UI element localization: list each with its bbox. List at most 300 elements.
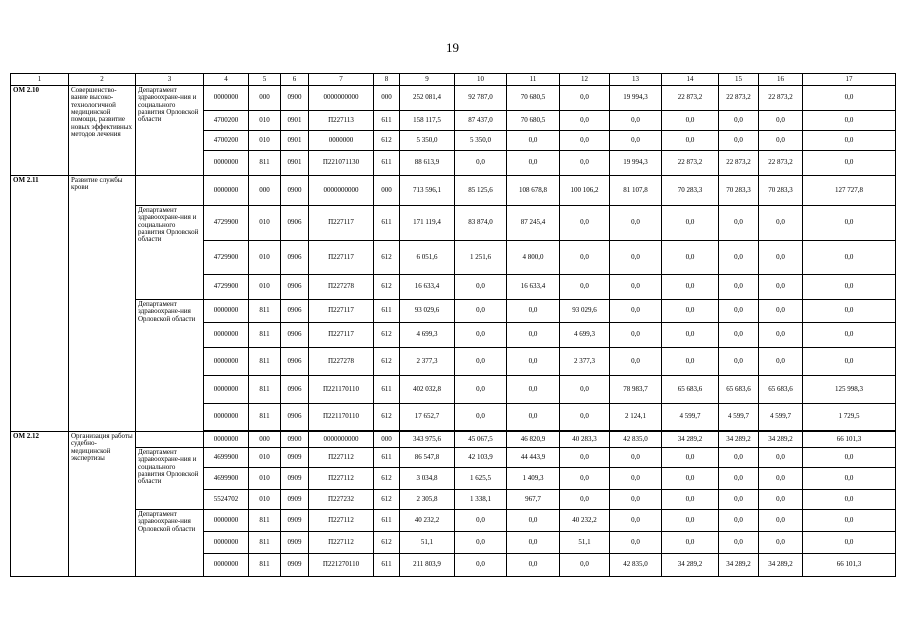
table-cell: 87 437,0 — [455, 111, 507, 131]
table-cell: 34 289,2 — [719, 432, 759, 448]
table-cell: 65 683,6 — [759, 376, 803, 404]
table-cell: П221270110 — [309, 554, 374, 577]
table-cell: 17 652,7 — [400, 404, 455, 431]
table-cell: 0,0 — [662, 131, 719, 151]
table-cell: П221170110 — [309, 376, 374, 404]
table-cell: 010 — [249, 468, 281, 490]
table-cell: 811 — [249, 404, 281, 431]
table-cell: 0,0 — [759, 323, 803, 348]
table-cell: 0,0 — [610, 510, 662, 532]
table-cell: 2 377,3 — [560, 348, 610, 376]
table-cell: 0,0 — [610, 532, 662, 554]
table-cell: 0,0 — [560, 275, 610, 300]
table-cell: П227112 — [309, 510, 374, 532]
table-cell: П227117 — [309, 300, 374, 323]
table-cell: 612 — [374, 532, 400, 554]
table-cell: 0906 — [281, 323, 309, 348]
table-cell: 612 — [374, 131, 400, 151]
table-cell: 0,0 — [662, 490, 719, 510]
table-cell: 42 835,0 — [610, 432, 662, 448]
table-cell: 0,0 — [803, 206, 896, 241]
column-header: 15 — [719, 74, 759, 86]
table-cell: 22 873,2 — [759, 151, 803, 176]
table-cell: 0,0 — [507, 348, 560, 376]
table-cell: 1 251,6 — [455, 241, 507, 275]
table-cell: 0000000 — [204, 86, 249, 111]
table-cell: 0,0 — [803, 131, 896, 151]
table-cell: 6 051,6 — [400, 241, 455, 275]
table-cell: 0,0 — [803, 300, 896, 323]
table-cell: 611 — [374, 300, 400, 323]
table-cell: 19 994,3 — [610, 86, 662, 111]
table-cell: 51,1 — [560, 532, 610, 554]
table-cell: 0906 — [281, 404, 309, 431]
table-cell: 0000000000 — [309, 432, 374, 448]
table-cell: 0000000 — [204, 510, 249, 532]
table-cell — [136, 176, 204, 206]
column-header: 2 — [69, 74, 136, 86]
table-cell: 611 — [374, 206, 400, 241]
table-cell: 0,0 — [560, 206, 610, 241]
table-cell: 34 289,2 — [662, 554, 719, 577]
table-cell: 0,0 — [455, 510, 507, 532]
table-cell: 0,0 — [719, 510, 759, 532]
table-cell: 22 873,2 — [759, 86, 803, 111]
text-cell: Департамент здравоохране-ния Орловской области — [136, 300, 204, 432]
table-cell: 0000000 — [204, 300, 249, 323]
table-cell: 811 — [249, 532, 281, 554]
table-cell: 0,0 — [560, 241, 610, 275]
column-header: 3 — [136, 74, 204, 86]
table-cell: 611 — [374, 510, 400, 532]
table-cell: 87 245,4 — [507, 206, 560, 241]
table-cell: 0000000 — [204, 348, 249, 376]
table-cell: 100 106,2 — [560, 176, 610, 206]
table-cell: 0,0 — [803, 86, 896, 111]
measure-code: ОМ 2.10 — [11, 86, 69, 176]
table-cell: 108 678,8 — [507, 176, 560, 206]
table-cell: П227117 — [309, 241, 374, 275]
table-cell: П227113 — [309, 111, 374, 131]
table-cell: 4729900 — [204, 275, 249, 300]
table-row — [11, 432, 896, 448]
table-cell: 93 029,6 — [400, 300, 455, 323]
table-cell: 0,0 — [759, 206, 803, 241]
table-cell: 0,0 — [455, 275, 507, 300]
table-cell: 0,0 — [759, 348, 803, 376]
table-cell: 0,0 — [610, 275, 662, 300]
table-cell: 000 — [374, 176, 400, 206]
table-cell: 0000000 — [309, 131, 374, 151]
table-cell: 0,0 — [455, 554, 507, 577]
table-cell: 0,0 — [719, 275, 759, 300]
table-cell: 811 — [249, 376, 281, 404]
table-cell: 010 — [249, 131, 281, 151]
table-cell: 45 067,5 — [455, 432, 507, 448]
table-cell: 0000000 — [204, 532, 249, 554]
table-cell: 0,0 — [455, 376, 507, 404]
table-cell: П221170110 — [309, 404, 374, 431]
table-cell: 0,0 — [455, 404, 507, 431]
table-cell: 0,0 — [610, 206, 662, 241]
table-cell: 0900 — [281, 432, 309, 448]
table-cell: 0,0 — [803, 348, 896, 376]
table-cell: 0,0 — [507, 510, 560, 532]
table-cell: 19 994,3 — [610, 151, 662, 176]
table-cell: 0,0 — [455, 532, 507, 554]
table-cell: 0,0 — [610, 300, 662, 323]
table-cell: 0,0 — [560, 86, 610, 111]
table-cell: 4 699,3 — [560, 323, 610, 348]
table-cell: 0,0 — [803, 490, 896, 510]
table-cell: 51,1 — [400, 532, 455, 554]
table-cell: 0000000 — [204, 404, 249, 431]
table-cell: 0,0 — [662, 510, 719, 532]
table-cell: 0,0 — [803, 151, 896, 176]
column-header: 17 — [803, 74, 896, 86]
table-cell: П227278 — [309, 275, 374, 300]
table-cell: 4700200 — [204, 131, 249, 151]
table-cell: 0,0 — [610, 348, 662, 376]
table-cell: 85 125,6 — [455, 176, 507, 206]
table-cell: 127 727,8 — [803, 176, 896, 206]
table-cell: 70 680,5 — [507, 111, 560, 131]
table-cell: 34 289,2 — [759, 432, 803, 448]
table-cell: 0906 — [281, 348, 309, 376]
table-cell: 0,0 — [455, 323, 507, 348]
table-cell: 0,0 — [759, 131, 803, 151]
table-cell: 65 683,6 — [719, 376, 759, 404]
table-cell: П227278 — [309, 348, 374, 376]
table-cell: 0906 — [281, 206, 309, 241]
table-cell: 0,0 — [610, 111, 662, 131]
table-cell: 0000000 — [204, 376, 249, 404]
table-cell: 0,0 — [719, 131, 759, 151]
table-cell: 612 — [374, 468, 400, 490]
table-cell: 0,0 — [719, 490, 759, 510]
table-cell: 0,0 — [803, 448, 896, 468]
table-cell: 0,0 — [455, 300, 507, 323]
table-cell: 4729900 — [204, 206, 249, 241]
table-cell: 0,0 — [455, 151, 507, 176]
table-cell: П227112 — [309, 532, 374, 554]
table-cell: 22 873,2 — [719, 86, 759, 111]
table-cell: 0000000000 — [309, 176, 374, 206]
table-cell: 811 — [249, 323, 281, 348]
table-cell: 70 283,3 — [759, 176, 803, 206]
table-cell: 0,0 — [610, 131, 662, 151]
table-cell: 1 338,1 — [455, 490, 507, 510]
table-row — [11, 86, 896, 111]
table-cell: 0,0 — [662, 532, 719, 554]
table-cell: 70 283,3 — [719, 176, 759, 206]
table-cell: П227117 — [309, 323, 374, 348]
measure-code: ОМ 2.11 — [11, 176, 69, 432]
column-header: 8 — [374, 74, 400, 86]
table-cell: 83 874,0 — [455, 206, 507, 241]
table-cell: 0,0 — [610, 490, 662, 510]
table-cell: 0,0 — [560, 131, 610, 151]
table-cell: 0,0 — [719, 448, 759, 468]
table-cell: 4 599,7 — [759, 404, 803, 431]
table-cell: 4 599,7 — [719, 404, 759, 431]
table-cell: 611 — [374, 376, 400, 404]
table-cell: 0,0 — [719, 532, 759, 554]
table-cell: 4 699,3 — [400, 323, 455, 348]
table-cell: 252 081,4 — [400, 86, 455, 111]
table-cell: П227112 — [309, 468, 374, 490]
table-cell: 0,0 — [560, 468, 610, 490]
table-cell: 0906 — [281, 376, 309, 404]
table-cell: 0901 — [281, 151, 309, 176]
column-header: 10 — [455, 74, 507, 86]
table-cell: 65 683,6 — [662, 376, 719, 404]
text-cell: Департамент здравоохране-ния и социального развития Орловской области — [136, 448, 204, 510]
table-cell: 4700200 — [204, 111, 249, 131]
table-cell: 44 443,9 — [507, 448, 560, 468]
table-row — [11, 510, 896, 532]
table-cell: 22 873,2 — [719, 151, 759, 176]
table-cell: 0,0 — [507, 300, 560, 323]
table-cell: 86 547,8 — [400, 448, 455, 468]
table-cell: 811 — [249, 510, 281, 532]
table-cell: 0,0 — [759, 468, 803, 490]
table-cell: 0,0 — [662, 348, 719, 376]
text-cell: Департамент здравоохране-ния Орловской области — [136, 510, 204, 577]
table-cell: 0901 — [281, 131, 309, 151]
table-cell: 34 289,2 — [719, 554, 759, 577]
table-cell: 811 — [249, 348, 281, 376]
table-cell: 000 — [374, 432, 400, 448]
table-cell: 0,0 — [662, 206, 719, 241]
table-cell: 5 350,0 — [400, 131, 455, 151]
table-cell: 612 — [374, 490, 400, 510]
table-cell: 611 — [374, 111, 400, 131]
table-cell: П227117 — [309, 206, 374, 241]
table-cell: 0,0 — [662, 300, 719, 323]
table-cell: 0000000 — [204, 151, 249, 176]
table-cell: П227232 — [309, 490, 374, 510]
table-cell: 0,0 — [507, 151, 560, 176]
table-cell: 0,0 — [507, 323, 560, 348]
table-cell: 0,0 — [803, 111, 896, 131]
table-cell: 611 — [374, 151, 400, 176]
table-cell: 0,0 — [662, 323, 719, 348]
table-cell: 0,0 — [455, 348, 507, 376]
table-cell: 0,0 — [560, 376, 610, 404]
table-cell: 0,0 — [803, 275, 896, 300]
table-cell: 22 873,2 — [662, 86, 719, 111]
header-row — [11, 74, 896, 86]
table-cell: 0,0 — [610, 448, 662, 468]
table-cell: 46 820,9 — [507, 432, 560, 448]
table-cell: 66 101,3 — [803, 432, 896, 448]
table-cell: 88 613,9 — [400, 151, 455, 176]
table-cell: 0909 — [281, 468, 309, 490]
table-cell: 0000000 — [204, 432, 249, 448]
table-cell: 402 032,8 — [400, 376, 455, 404]
table-row — [11, 300, 896, 323]
table-cell: 211 803,9 — [400, 554, 455, 577]
table-cell: 0,0 — [759, 300, 803, 323]
table-cell: 16 633,4 — [400, 275, 455, 300]
table-cell: 010 — [249, 275, 281, 300]
table-cell: 0900 — [281, 86, 309, 111]
table-cell: 811 — [249, 554, 281, 577]
table-cell: 0,0 — [803, 510, 896, 532]
table-body — [11, 86, 896, 577]
table-cell: 4699900 — [204, 468, 249, 490]
table-cell: 010 — [249, 241, 281, 275]
table-cell: 611 — [374, 554, 400, 577]
table-cell: 0901 — [281, 111, 309, 131]
table-cell: 0,0 — [719, 300, 759, 323]
column-header: 16 — [759, 74, 803, 86]
table-cell: 0,0 — [719, 206, 759, 241]
table-cell: 1 729,5 — [803, 404, 896, 431]
table-cell: 0,0 — [759, 448, 803, 468]
text-cell: Департамент здравоохране-ния и социального развития Орловской области — [136, 86, 204, 176]
column-header: 9 — [400, 74, 455, 86]
table-cell: 010 — [249, 206, 281, 241]
table-cell: 40 283,3 — [560, 432, 610, 448]
table-cell: 0,0 — [610, 241, 662, 275]
table-cell: 000 — [249, 86, 281, 111]
table-cell: 93 029,6 — [560, 300, 610, 323]
text-cell: Организация работы судебно-медицинской экспертизы — [69, 432, 136, 577]
table-cell: 125 998,3 — [803, 376, 896, 404]
table-cell: 0,0 — [610, 323, 662, 348]
table-cell: 171 119,4 — [400, 206, 455, 241]
table-cell: 70 680,5 — [507, 86, 560, 111]
table-cell: 0,0 — [759, 490, 803, 510]
table-cell: 0,0 — [662, 241, 719, 275]
text-cell: Совершенство-вание высоко-технологичной медицинской помощи, развитие новых эффективных методов лечения — [69, 86, 136, 176]
table-cell: 40 232,2 — [560, 510, 610, 532]
table-cell: 612 — [374, 323, 400, 348]
table-cell: 0909 — [281, 532, 309, 554]
table-cell: 0,0 — [719, 111, 759, 131]
column-header: 6 — [281, 74, 309, 86]
table-cell: 3 034,8 — [400, 468, 455, 490]
table-cell: 0,0 — [560, 151, 610, 176]
table-cell: 66 101,3 — [803, 554, 896, 577]
column-header: 4 — [204, 74, 249, 86]
table-cell: 0906 — [281, 275, 309, 300]
table-cell: 000 — [249, 176, 281, 206]
column-header: 14 — [662, 74, 719, 86]
table-cell: 0909 — [281, 490, 309, 510]
text-cell: Департамент здравоохране-ния и социального развития Орловской области — [136, 206, 204, 300]
table-cell: 1 625,5 — [455, 468, 507, 490]
table-row — [11, 206, 896, 241]
table-cell: 81 107,8 — [610, 176, 662, 206]
table-cell: 0,0 — [560, 404, 610, 431]
table-cell: 0,0 — [719, 323, 759, 348]
table-cell: 010 — [249, 448, 281, 468]
table-cell: 0,0 — [719, 241, 759, 275]
table-cell: 612 — [374, 404, 400, 431]
table-cell: 0,0 — [662, 468, 719, 490]
table-cell: 5 350,0 — [455, 131, 507, 151]
table-cell: 0909 — [281, 554, 309, 577]
table-cell: 4 800,0 — [507, 241, 560, 275]
table-cell: 713 596,1 — [400, 176, 455, 206]
table-cell: 0,0 — [803, 468, 896, 490]
table-cell: 611 — [374, 448, 400, 468]
table-cell: 0,0 — [507, 554, 560, 577]
table-cell: 0,0 — [507, 376, 560, 404]
table-cell: 0900 — [281, 176, 309, 206]
table-cell: 4 599,7 — [662, 404, 719, 431]
table-cell: 612 — [374, 275, 400, 300]
table-cell: 612 — [374, 241, 400, 275]
table-cell: 42 103,9 — [455, 448, 507, 468]
table-cell: 34 289,2 — [662, 432, 719, 448]
column-header: 11 — [507, 74, 560, 86]
table-cell: 0,0 — [610, 468, 662, 490]
table-cell: 811 — [249, 151, 281, 176]
table-cell: 158 117,5 — [400, 111, 455, 131]
table-row — [11, 448, 896, 468]
table-cell: 0,0 — [560, 554, 610, 577]
table-cell: 0,0 — [759, 532, 803, 554]
table-cell: 70 283,3 — [662, 176, 719, 206]
table-cell: 0,0 — [759, 275, 803, 300]
table-cell: 0,0 — [759, 111, 803, 131]
table-cell: 0,0 — [662, 275, 719, 300]
table-cell: 5524702 — [204, 490, 249, 510]
table-cell: 0,0 — [507, 532, 560, 554]
table-cell: 2 377,3 — [400, 348, 455, 376]
budget-table — [10, 73, 896, 577]
table-cell: 78 983,7 — [610, 376, 662, 404]
table-cell: 4699900 — [204, 448, 249, 468]
table-cell: 0,0 — [803, 241, 896, 275]
text-cell: Развитие службы крови — [69, 176, 136, 432]
column-header: 13 — [610, 74, 662, 86]
table-cell: 0,0 — [719, 348, 759, 376]
column-header: 7 — [309, 74, 374, 86]
column-header: 1 — [11, 74, 69, 86]
table-cell: 42 835,0 — [610, 554, 662, 577]
table-cell: 0,0 — [560, 111, 610, 131]
column-header: 12 — [560, 74, 610, 86]
table-cell: 0,0 — [560, 448, 610, 468]
table-cell — [136, 432, 204, 448]
table-cell: 1 409,3 — [507, 468, 560, 490]
table-cell: 0,0 — [719, 468, 759, 490]
table-cell: П221071130 — [309, 151, 374, 176]
table-cell: 0,0 — [662, 111, 719, 131]
table-cell: 16 633,4 — [507, 275, 560, 300]
table-cell: 0,0 — [507, 131, 560, 151]
table-cell: 000 — [249, 432, 281, 448]
measure-code: ОМ 2.12 — [11, 432, 69, 577]
table-cell: 010 — [249, 111, 281, 131]
table-cell: 0000000 — [204, 554, 249, 577]
table-cell: П227112 — [309, 448, 374, 468]
table-cell: 811 — [249, 300, 281, 323]
column-header: 5 — [249, 74, 281, 86]
table-cell: 0906 — [281, 300, 309, 323]
table-cell: 0,0 — [803, 532, 896, 554]
table-cell: 4729900 — [204, 241, 249, 275]
table-cell: 967,7 — [507, 490, 560, 510]
table-cell: 22 873,2 — [662, 151, 719, 176]
table-cell: 0,0 — [507, 404, 560, 431]
page-number: 19 — [446, 40, 459, 55]
